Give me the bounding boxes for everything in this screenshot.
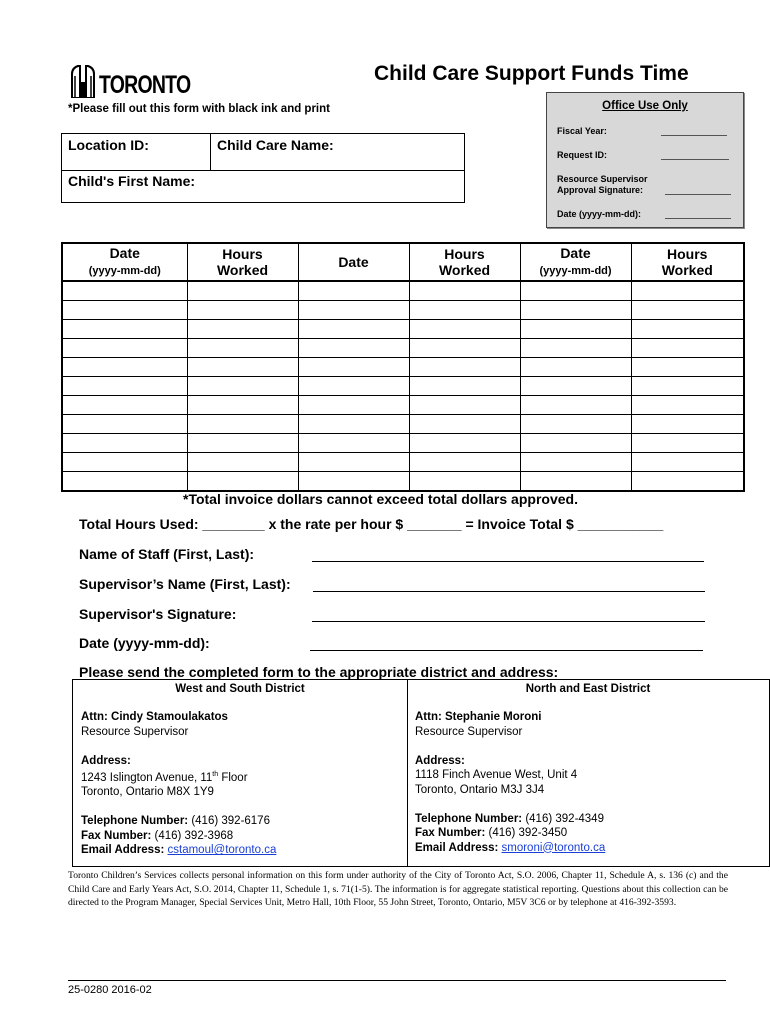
date-cell[interactable] bbox=[62, 339, 187, 358]
form-number: 25-0280 2016-02 bbox=[68, 984, 152, 996]
date-cell[interactable] bbox=[298, 396, 409, 415]
table-row bbox=[62, 301, 744, 320]
office-use-heading: Office Use Only bbox=[602, 100, 688, 112]
toronto-logo bbox=[70, 62, 216, 98]
supervisor-name-field[interactable] bbox=[313, 591, 705, 592]
hours-cell[interactable] bbox=[631, 320, 744, 339]
west-fax: Fax Number: (416) 392-3968 bbox=[81, 829, 234, 842]
request-id-label: Request ID: bbox=[557, 150, 608, 160]
date-cell[interactable] bbox=[520, 301, 631, 320]
hours-cell[interactable] bbox=[631, 281, 744, 301]
hours-cell[interactable] bbox=[631, 453, 744, 472]
date-cell[interactable] bbox=[298, 415, 409, 434]
west-address-line2: Toronto, Ontario M8X 1Y9 bbox=[81, 786, 214, 799]
date-cell[interactable] bbox=[62, 377, 187, 396]
date-cell[interactable] bbox=[520, 281, 631, 301]
date-cell[interactable] bbox=[520, 396, 631, 415]
east-address-line2: Toronto, Ontario M3J 3J4 bbox=[415, 783, 545, 796]
date-cell[interactable] bbox=[298, 472, 409, 492]
approval-signature-label: Approval Signature: bbox=[557, 185, 644, 195]
table-row bbox=[62, 396, 744, 415]
date-column-header: Date (yyyy-mm-dd) bbox=[62, 243, 187, 281]
date-cell[interactable] bbox=[62, 472, 187, 492]
table-row bbox=[62, 377, 744, 396]
date-cell[interactable] bbox=[62, 358, 187, 377]
date-cell[interactable] bbox=[520, 377, 631, 396]
hours-cell[interactable] bbox=[187, 396, 298, 415]
west-role: Resource Supervisor bbox=[81, 725, 189, 738]
hours-cell[interactable] bbox=[631, 377, 744, 396]
east-email-link[interactable]: smoroni@toronto.ca bbox=[501, 841, 606, 854]
office-date-field[interactable] bbox=[665, 218, 731, 219]
hours-cell[interactable] bbox=[187, 301, 298, 320]
west-address-line1: 1243 Islington Avenue, 11th Floor bbox=[81, 771, 248, 784]
fiscal-year-field[interactable] bbox=[661, 135, 727, 136]
date-column-header: Date bbox=[298, 243, 409, 281]
hours-cell[interactable] bbox=[409, 281, 520, 301]
location-id-field[interactable]: Location ID: bbox=[68, 137, 149, 153]
east-address-label: Address: bbox=[415, 754, 465, 767]
hours-cell[interactable] bbox=[409, 320, 520, 339]
west-email: Email Address: cstamoul@toronto.ca bbox=[81, 844, 277, 857]
date-cell[interactable] bbox=[298, 320, 409, 339]
hours-cell[interactable] bbox=[187, 281, 298, 301]
date-cell[interactable] bbox=[520, 434, 631, 453]
office-date-label: Date (yyyy-mm-dd): bbox=[557, 209, 642, 219]
hours-cell[interactable] bbox=[187, 472, 298, 492]
request-id-field[interactable] bbox=[661, 159, 729, 160]
date-cell[interactable] bbox=[520, 320, 631, 339]
date-cell[interactable] bbox=[298, 358, 409, 377]
date-cell[interactable] bbox=[298, 339, 409, 358]
hours-cell[interactable] bbox=[631, 415, 744, 434]
hours-column-header: Hours Worked bbox=[187, 243, 298, 281]
table-row bbox=[62, 358, 744, 377]
hours-cell[interactable] bbox=[187, 339, 298, 358]
hours-cell[interactable] bbox=[187, 358, 298, 377]
hours-cell[interactable] bbox=[631, 472, 744, 492]
office-use-box bbox=[546, 92, 744, 228]
hours-cell[interactable] bbox=[187, 434, 298, 453]
date-cell[interactable] bbox=[62, 320, 187, 339]
east-district bbox=[407, 680, 769, 866]
hours-cell[interactable] bbox=[187, 453, 298, 472]
footer-divider bbox=[68, 980, 726, 981]
hours-cell[interactable] bbox=[409, 396, 520, 415]
east-address-line1: 1118 Finch Avenue West, Unit 4 bbox=[415, 769, 578, 781]
table-row bbox=[62, 472, 744, 492]
date-cell[interactable] bbox=[298, 377, 409, 396]
approval-signature-field[interactable] bbox=[665, 194, 731, 195]
date-cell[interactable] bbox=[298, 301, 409, 320]
hours-cell[interactable] bbox=[409, 472, 520, 492]
date-cell[interactable] bbox=[62, 415, 187, 434]
date-cell[interactable] bbox=[298, 434, 409, 453]
east-email: Email Address: smoroni@toronto.ca bbox=[415, 841, 606, 854]
hours-cell[interactable] bbox=[631, 358, 744, 377]
hours-cell[interactable] bbox=[187, 320, 298, 339]
table-row bbox=[62, 453, 744, 472]
child-info-box bbox=[61, 133, 465, 203]
date-column-header: Date (yyyy-mm-dd) bbox=[520, 243, 631, 281]
hours-cell[interactable] bbox=[631, 396, 744, 415]
hours-cell[interactable] bbox=[409, 358, 520, 377]
date-cell[interactable] bbox=[298, 281, 409, 301]
send-instruction: Please send the completed form to the appropriate district and address: bbox=[79, 664, 559, 680]
date-cell[interactable] bbox=[62, 301, 187, 320]
date-field[interactable] bbox=[310, 650, 703, 651]
table-row bbox=[62, 415, 744, 434]
page-title: Child Care Support Funds Time bbox=[374, 62, 689, 85]
hours-cell[interactable] bbox=[631, 434, 744, 453]
hours-cell[interactable] bbox=[409, 377, 520, 396]
east-phone: Telephone Number: (416) 392-4349 bbox=[415, 812, 604, 825]
west-district bbox=[73, 680, 407, 866]
east-district-heading: North and East District bbox=[525, 683, 651, 695]
date-cell[interactable] bbox=[520, 415, 631, 434]
instruction-text: *Please fill out this form with black ink and print bbox=[68, 103, 330, 115]
east-fax: Fax Number: (416) 392-3450 bbox=[415, 827, 568, 839]
west-phone: Telephone Number: (416) 392-6176 bbox=[81, 815, 270, 828]
invoice-note: *Total invoice dollars cannot exceed total dollars approved. bbox=[183, 491, 578, 507]
hours-cell[interactable] bbox=[631, 301, 744, 320]
west-email-link[interactable]: cstamoul@toronto.ca bbox=[167, 844, 277, 857]
staff-name-label: Name of Staff (First, Last): bbox=[79, 546, 255, 562]
east-attn: Attn: Stephanie Moroni bbox=[415, 711, 542, 723]
privacy-disclaimer: Toronto Children’s Services collects personal information on this form under authority of the City of Toronto Act, S.O. 2006, Chapter 11, Schedule A, s. 136 (c) and the Child Care and Early Years Act, S.O. 2014, Chapter 11, Schedule 1, s. 71(1-5). The information is for aggregate statistical reporting. Questions about this collection can be directed to the Program Manager, Special Services Unit, Metro Hall, 10th Floor, 55 John Street, Toronto, Ontario, M5V 3C6 or by telephone at 416-392-3593. bbox=[68, 870, 728, 908]
table-row bbox=[62, 320, 744, 339]
date-cell[interactable] bbox=[520, 339, 631, 358]
west-district-heading: West and South District bbox=[175, 683, 305, 695]
hours-cell[interactable] bbox=[409, 301, 520, 320]
hours-column-header: Hours Worked bbox=[409, 243, 520, 281]
city-hall-icon bbox=[70, 64, 96, 98]
supervisor-signature-field[interactable] bbox=[312, 621, 705, 622]
hours-cell[interactable] bbox=[187, 377, 298, 396]
west-address-label: Address: bbox=[81, 754, 131, 767]
supervisor-name-label: Supervisor’s Name (First, Last): bbox=[79, 576, 291, 592]
hours-cell[interactable] bbox=[631, 339, 744, 358]
table-header-row bbox=[62, 243, 744, 281]
childs-first-name-field[interactable]: Child's First Name: bbox=[68, 173, 196, 189]
hours-cell[interactable] bbox=[409, 339, 520, 358]
resource-supervisor-label: Resource Supervisor bbox=[557, 174, 648, 184]
hours-cell[interactable] bbox=[409, 453, 520, 472]
west-attn: Attn: Cindy Stamoulakatos bbox=[81, 711, 228, 723]
date-cell[interactable] bbox=[62, 281, 187, 301]
time-table bbox=[61, 242, 745, 492]
date-label: Date (yyyy-mm-dd): bbox=[79, 635, 210, 651]
date-cell[interactable] bbox=[520, 453, 631, 472]
date-cell[interactable] bbox=[298, 453, 409, 472]
child-care-name-field[interactable]: Child Care Name: bbox=[217, 137, 334, 153]
logo-wordmark: TORONTO bbox=[99, 71, 191, 99]
hours-cell[interactable] bbox=[409, 415, 520, 434]
district-address-box bbox=[72, 679, 770, 867]
table-row bbox=[62, 281, 744, 301]
table-row bbox=[62, 339, 744, 358]
date-cell[interactable] bbox=[520, 472, 631, 492]
hours-column-header: Hours Worked bbox=[631, 243, 744, 281]
hours-cell[interactable] bbox=[187, 415, 298, 434]
fiscal-year-label: Fiscal Year: bbox=[557, 126, 607, 136]
date-cell[interactable] bbox=[62, 396, 187, 415]
date-cell[interactable] bbox=[62, 434, 187, 453]
total-hours-line[interactable]: Total Hours Used: ________ x the rate per hour $ _______ = Invoice Total $ ___________ bbox=[79, 516, 664, 532]
table-row bbox=[62, 434, 744, 453]
hours-cell[interactable] bbox=[409, 434, 520, 453]
supervisor-signature-label: Supervisor's Signature: bbox=[79, 606, 237, 622]
staff-name-field[interactable] bbox=[312, 561, 704, 562]
east-role: Resource Supervisor bbox=[415, 725, 523, 738]
date-cell[interactable] bbox=[520, 358, 631, 377]
date-cell[interactable] bbox=[62, 453, 187, 472]
